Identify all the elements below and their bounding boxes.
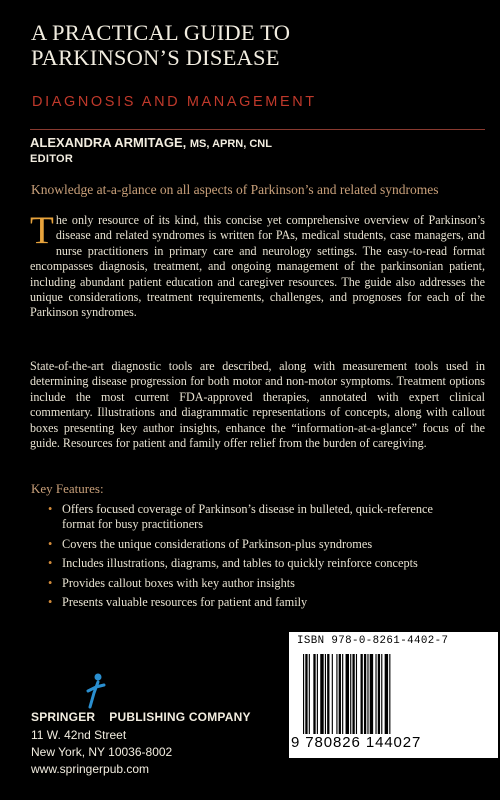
isbn-label: ISBN 978-0-8261-4402-7	[297, 635, 449, 647]
tagline: Knowledge at-a-glance on all aspects of Parkinson’s and related syndromes	[31, 182, 439, 197]
key-features-heading: Key Features:	[31, 481, 104, 496]
springer-logo-icon	[85, 673, 109, 709]
bullet-icon: •	[48, 595, 53, 610]
author-credentials: MS, APRN, CNL	[189, 138, 272, 150]
publisher-name	[31, 710, 251, 724]
book-subtitle: DIAGNOSIS AND MANAGEMENT	[32, 94, 317, 110]
address-line-2: New York, NY 10036-8002	[31, 745, 173, 759]
barcode-bar	[367, 654, 368, 734]
barcode-bar	[350, 654, 351, 734]
barcode-bar	[356, 654, 357, 734]
feature-text: Covers the unique considerations of Parkinson-plus syndromes	[62, 536, 373, 551]
publisher-website[interactable]: www.springerpub.com	[31, 762, 150, 776]
drop-cap: T	[30, 209, 54, 252]
author-name: ALEXANDRA ARMITAGE,	[30, 135, 187, 150]
bullet-icon: •	[48, 502, 53, 516]
barcode-bar	[305, 654, 307, 734]
feature-text: Presents valuable resources for patient and family	[62, 595, 308, 610]
barcode-bar	[378, 654, 380, 734]
barcode-bar	[381, 654, 382, 734]
barcode-bar	[336, 654, 337, 734]
feature-item	[48, 595, 468, 610]
barcode-bar	[317, 654, 318, 734]
feature-text: Provides callout boxes with key author insights	[62, 575, 295, 590]
barcode-bar	[327, 654, 329, 734]
description-paragraph-2: State-of-the-art diagnostic tools are described, along with measurement tools used in determining disease progression for both motor and non-motor symptoms. Treatment options include the most current FDA-approved therapies, annotated with expert clinical commentary. Illustrations and diagrammatic representations of concepts, along with callout boxes presenting key author insights, enhance the “information-at-a-glance” focus of the guide. Resources for patient and family offer relief from the burden of caregiving.	[30, 359, 485, 451]
barcode-digits: 9 780826 144027	[291, 734, 422, 751]
barcode-bar	[375, 654, 376, 734]
feature-text: Offers focused coverage of Parkinson’s disease in bulleted, quick-reference format for busy practitioners	[62, 502, 433, 532]
barcode-bar	[346, 654, 349, 734]
feature-item	[48, 556, 468, 571]
barcode-icon	[303, 654, 473, 734]
barcode-bar	[361, 654, 363, 734]
logo-figure	[88, 682, 104, 707]
feature-item	[48, 576, 468, 591]
book-title	[31, 20, 471, 70]
key-features-list	[48, 502, 468, 614]
barcode-bar	[364, 654, 366, 734]
barcode-bar	[332, 654, 333, 734]
barcode-bar	[370, 654, 373, 734]
bullet-icon: •	[48, 556, 53, 571]
publisher-name-right: PUBLISHING COMPANY	[109, 710, 251, 724]
description-paragraph-1	[30, 209, 485, 321]
barcode-bar	[313, 654, 315, 734]
barcode-bar	[339, 654, 341, 734]
feature-item	[48, 537, 468, 552]
barcode-bar	[325, 654, 326, 734]
barcode-bar	[389, 654, 390, 734]
barcode-bar	[352, 654, 354, 734]
bullet-icon: •	[48, 575, 53, 590]
logo-head	[95, 674, 102, 681]
author-role: EDITOR	[30, 153, 74, 165]
author-line	[30, 135, 272, 150]
paragraph-1-text: he only resource of its kind, this concise yet comprehensive overview of Parkinson’s disease and related syndromes is written for PAs, medical students, case managers, and nurse practitioners in primary care and neurology settings. The easy-to-read format encompasses diagnosis, treatment, and ongoing management of the parkinsonian patient, including abundant patient education and caregiver resources. The guide also addresses the unique considerations, treatment requirements, challenges, and prognoses for each of the Parkinson syndromes.	[30, 213, 485, 320]
feature-item	[48, 502, 468, 533]
barcode-bar	[342, 654, 343, 734]
address-line-1: 11 W. 42nd Street	[31, 728, 127, 742]
barcode-bar	[309, 654, 310, 734]
feature-text: Includes illustrations, diagrams, and tables to quickly reinforce concepts	[62, 556, 418, 571]
bullet-icon: •	[48, 536, 53, 551]
publisher-name-left: SPRINGER	[31, 710, 96, 724]
barcode-bar	[385, 654, 388, 734]
title-line-1: A PRACTICAL GUIDE TO	[31, 20, 291, 45]
header-divider	[30, 129, 485, 130]
barcode-bar	[320, 654, 323, 734]
barcode-bar	[303, 654, 304, 734]
barcode-panel	[289, 632, 498, 758]
title-line-2: PARKINSON’S DISEASE	[31, 45, 280, 70]
